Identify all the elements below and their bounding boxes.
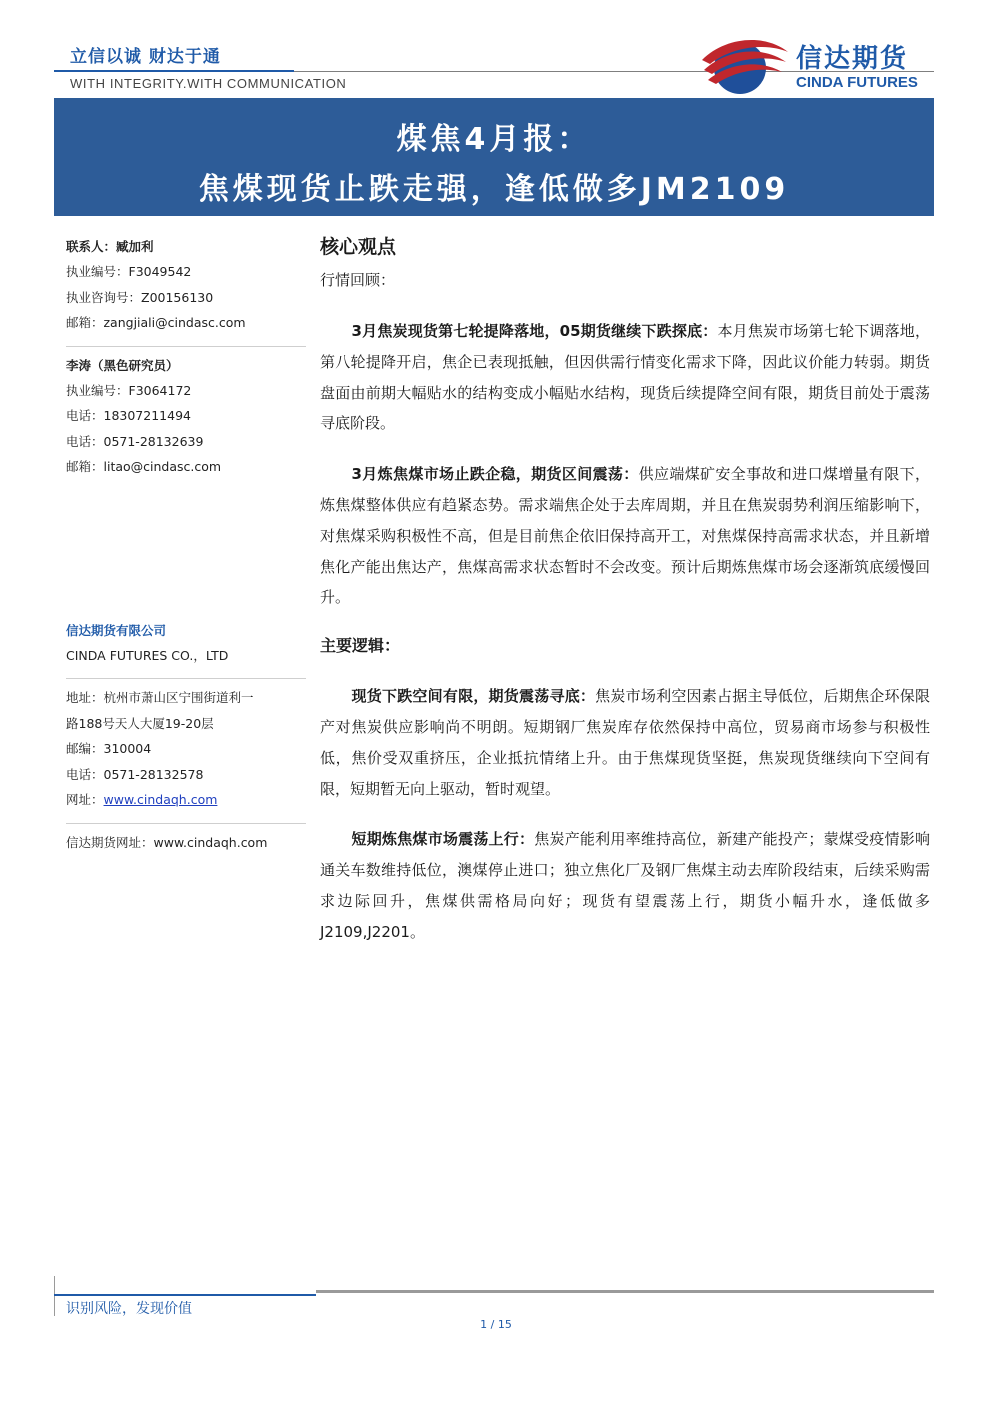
company-name-en: CINDA FUTURES CO.，LTD <box>66 648 229 664</box>
contact1-name: 联系人：臧加利 <box>66 239 154 254</box>
company-address-1: 地址：杭州市萧山区宁围街道利一 <box>66 690 254 706</box>
header-slogan-en: WITH INTEGRITY.WITH COMMUNICATION <box>70 76 347 91</box>
cinda-futures-logo <box>696 30 936 96</box>
contact1-consult: 执业咨询号：Z00156130 <box>66 289 214 305</box>
footer-vertical-rule <box>54 1276 55 1316</box>
page-number: 1 / 15 <box>480 1318 512 1331</box>
contact2-license: 执业编号：F3064172 <box>66 383 192 399</box>
company-site-text: 信达期货网址：www.cindaqh.com <box>66 834 268 850</box>
contact1-email: 邮箱：zangjiali@cindasc.com <box>66 315 246 331</box>
paragraph-lead: 3月炼焦煤市场止跌企稳，期货区间震荡： <box>351 465 639 484</box>
review-paragraph-coke <box>320 316 930 439</box>
logo-text-en: CINDA FUTURES <box>796 74 918 91</box>
contact2-email: 邮箱：litao@cindasc.com <box>66 459 222 475</box>
company-tel: 电话：0571-28132578 <box>66 766 204 782</box>
paragraph-lead: 短期炼焦煤市场震荡上行： <box>351 830 535 849</box>
company-web <box>66 787 306 812</box>
company-web-link[interactable]: www.cindaqh.com <box>103 792 218 808</box>
report-title-line2: 焦煤现货止跌走强，逢低做多JM2109 <box>198 172 790 207</box>
spacer <box>320 804 930 824</box>
report-title-line1: 煤焦4月报： <box>396 122 592 157</box>
sidebar-divider-3 <box>66 823 306 824</box>
company-name-cn: 信达期货有限公司 <box>66 622 167 638</box>
logo-text-cn: 信达期货 <box>796 44 909 74</box>
footer-slogan: 识别风险，发现价值 <box>66 1301 192 1317</box>
logic-paragraph-coking-coal <box>320 824 930 947</box>
paragraph-body: 焦炭产能利用率维持高位，新建产能投产；蒙煤受疫情影响通关车数维持低位，澳煤停止进口；独立焦化厂及钢厂焦煤主动去库阶段结束，后续采购需求边际回升，焦煤供需格局向好；现货有望震荡上行，期货小幅升水，逢低做多J2109,J2201。 <box>320 830 930 941</box>
main-content <box>320 232 930 948</box>
company-web-label: 网址： <box>66 792 104 808</box>
paragraph-lead: 3月焦炭现货第七轮提降落地，05期货继续下跌探底： <box>351 322 718 340</box>
header-slogan-cn: 立信以诚 财达于通 <box>70 47 221 67</box>
sidebar-spacer <box>66 480 306 618</box>
header-rule-blue <box>54 70 294 72</box>
spacer <box>320 613 930 633</box>
footer-rule-gray <box>316 1290 934 1293</box>
title-banner <box>54 98 934 216</box>
company-address-2: 路188号天人大厦19-20层 <box>66 715 214 731</box>
core-view-heading: 核心观点 <box>320 236 397 258</box>
paragraph-body: 焦炭市场利空因素占据主导低位，后期焦企环保限产对焦炭供应影响尚不明朗。短期钢厂焦炭库存依然保持中高位，贸易商市场参与积极性低，焦价受双重挤压，企业抵抗情绪上升。由于焦煤现货坚挺，焦炭现货继续向下空间有限，短期暂无向上驱动，暂时观望。 <box>320 687 930 798</box>
market-review-heading: 行情回顾： <box>320 271 396 289</box>
contact2-tel: 电话：0571-28132639 <box>66 433 204 449</box>
spacer <box>320 292 930 316</box>
spacer <box>320 659 930 681</box>
contact2-name: 李涛（黑色研究员） <box>66 357 179 373</box>
paragraph-body: 供应端煤矿安全事故和进口煤增量有限下，炼焦煤整体供应有趋紧态势。需求端焦企处于去库周期，并且在焦炭弱势利润压缩影响下，对焦煤采购积极性不高，但是目前焦企依旧保持高开工，对焦煤保持高需求状态，并且新增焦化产能出焦达产，焦煤高需求状态暂时不会改变。预计后期炼焦煤市场会逐渐筑底缓慢回升。 <box>320 465 930 607</box>
sidebar-divider <box>66 346 306 347</box>
paragraph-body: 本月焦炭市场第七轮下调落地，第八轮提降开启，焦企已表现抵触，但因供需行情变化需求下降，因此议价能力转弱。期货盘面由前期大幅贴水的结构变成小幅贴水结构，现货后续提降空间有限，期货目前处于震荡寻底阶段。 <box>320 322 930 433</box>
footer-rule-blue <box>54 1294 316 1296</box>
sidebar-contacts <box>66 234 306 855</box>
contact1-license: 执业编号：F3049542 <box>66 264 192 280</box>
company-zip: 邮编：310004 <box>66 741 152 757</box>
sidebar-divider-2 <box>66 678 306 679</box>
cinda-logo-icon <box>696 30 792 96</box>
review-paragraph-coking-coal <box>320 459 930 613</box>
spacer <box>320 439 930 459</box>
logic-paragraph-coke <box>320 681 930 804</box>
contact2-phone: 电话：18307211494 <box>66 408 191 424</box>
paragraph-lead: 现货下跌空间有限，期货震荡寻底： <box>351 687 596 706</box>
main-logic-heading: 主要逻辑： <box>320 636 401 656</box>
